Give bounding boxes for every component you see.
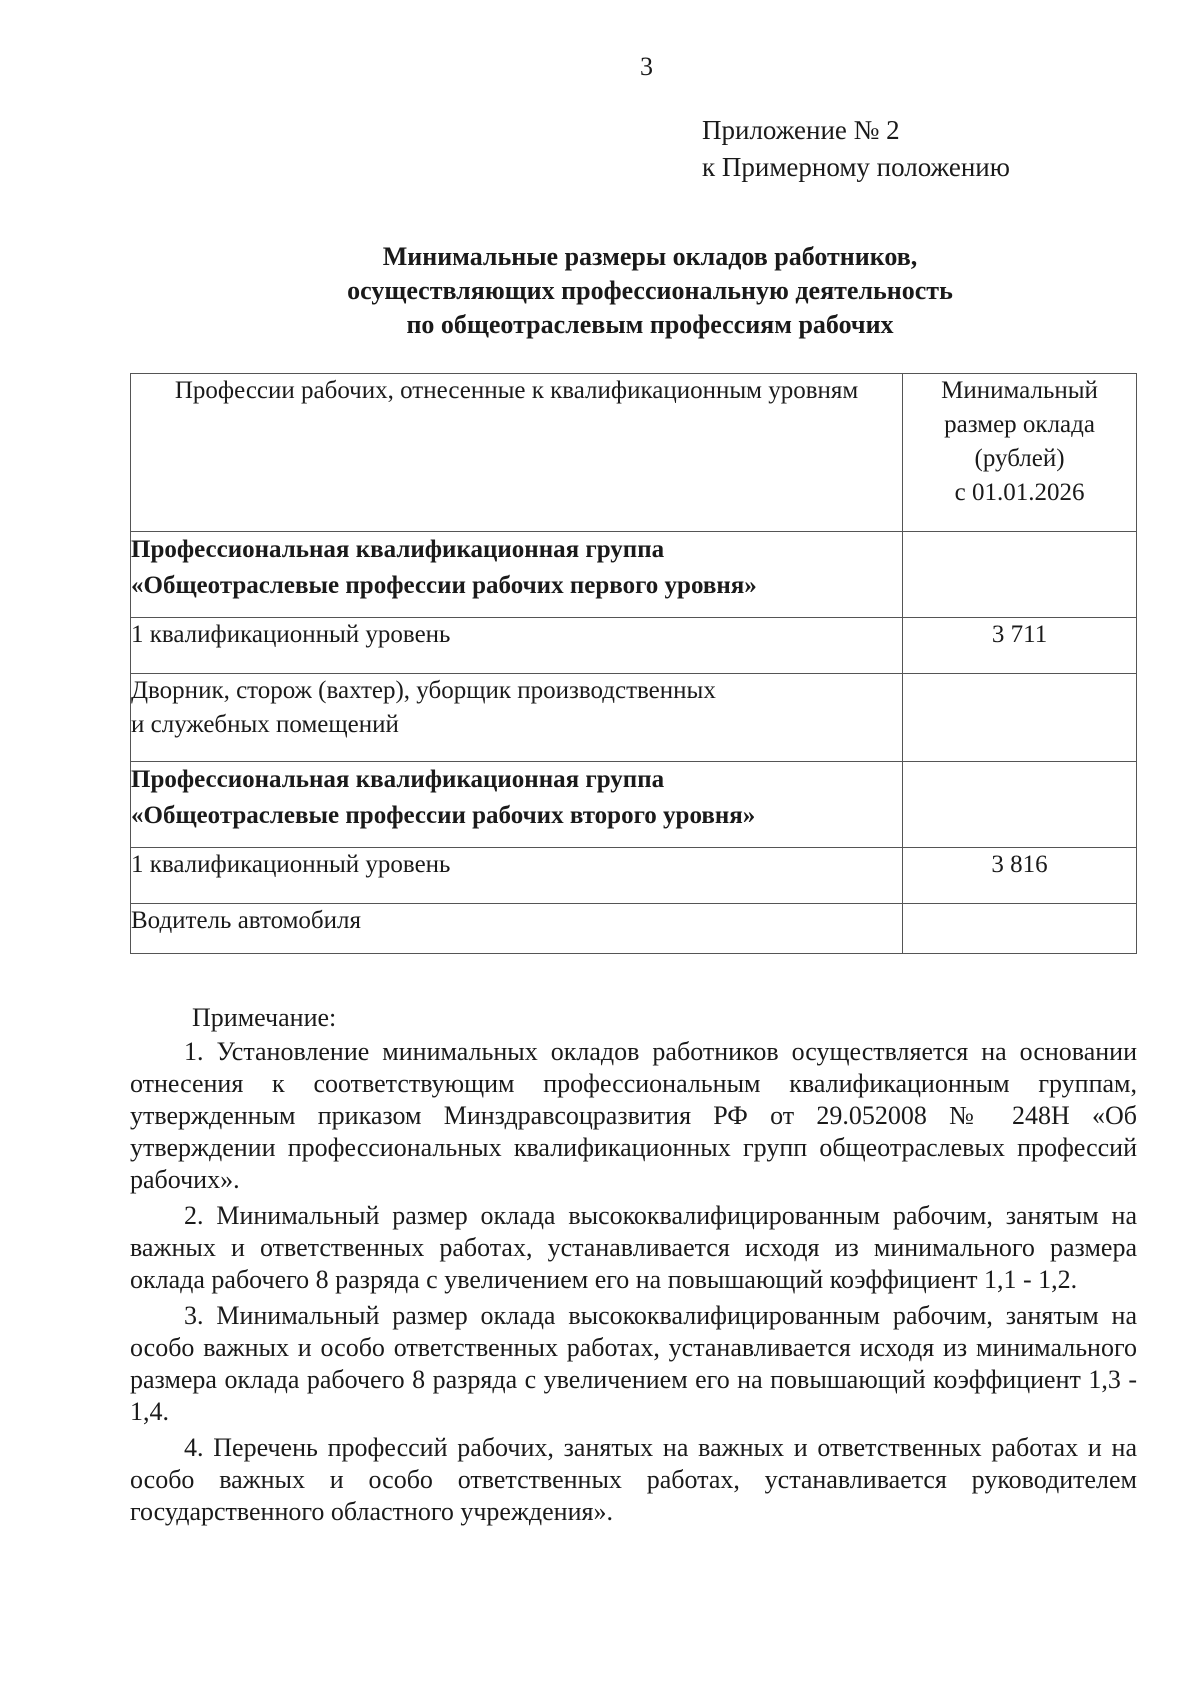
note-item-4: 4. Перечень профессий рабочих, занятых на важных и ответственных работах и на особо важных и особо ответственных работах, устанавливается руководителем государственного областного учреждения». [130, 1433, 1137, 1526]
header-salary-line-4: с 01.01.2026 [954, 479, 1085, 506]
group-2-name [131, 762, 903, 848]
title-line-2: осуществляющих профессиональную деятельность [347, 276, 953, 305]
header-salary-line-2: размер оклада [944, 411, 1095, 438]
table-row-group-1-jobs [131, 674, 1137, 762]
group-1-jobs-line-1: Дворник, сторож (вахтер), уборщик производственных [131, 677, 716, 704]
notes-section [130, 1002, 1137, 1532]
appendix-heading [702, 112, 1010, 186]
note-item-3: 3. Минимальный размер оклада высококвалифицированным рабочим, занятым на особо важных и особо ответственных работах, устанавливается исходя из минимального размера оклада рабочего 8 разряда с увеличением его на повышающий коэффициент 1,3 - 1,4. [130, 1301, 1137, 1426]
header-salary [903, 374, 1137, 532]
group-2-level: 1 квалификационный уровень [131, 848, 903, 904]
document-title [130, 240, 1170, 342]
note-item-2: 2. Минимальный размер оклада высококвалифицированным рабочим, занятым на важных и ответственных работах, устанавливается исходя из минимального размера оклада рабочего 8 разряда с увеличением его на повышающий коэффициент 1,1 - 1,2. [130, 1201, 1137, 1294]
group-2-name-line-1: Профессиональная квалификационная группа [131, 766, 665, 793]
group-2-salary-empty [903, 762, 1137, 848]
group-1-name-line-1: Профессиональная квалификационная группа [131, 536, 665, 563]
group-1-salary: 3 711 [903, 618, 1137, 674]
group-1-name-line-2: «Общеотраслевые профессии рабочих первого уровня» [131, 572, 757, 599]
table-header-row [131, 374, 1137, 532]
group-1-salary-empty [903, 532, 1137, 618]
group-1-name [131, 532, 903, 618]
group-1-level: 1 квалификационный уровень [131, 618, 903, 674]
table-row-group-2-level [131, 848, 1137, 904]
table-row-group-2-jobs [131, 904, 1137, 954]
appendix-line-2: к Примерному положению [702, 152, 1010, 182]
header-salary-line-3: (рублей) [974, 445, 1065, 472]
table-row-group-1-level [131, 618, 1137, 674]
note-item-1: 1. Установление минимальных окладов работников осуществляется на основании отнесения к соответствующим профессиональным квалификационным группам, утвержденным приказом Минздравсоцразвития РФ от 29.052008 № 248Н «Об утверждении профессиональных квалификационных групп общеотраслевых профессий рабочих». [130, 1037, 1137, 1194]
header-professions: Профессии рабочих, отнесенные к квалификационным уровням [131, 374, 903, 532]
notes-title: Примечание: [192, 1003, 337, 1032]
group-2-jobs-salary-empty [903, 904, 1137, 954]
group-2-salary: 3 816 [903, 848, 1137, 904]
salary-table [130, 373, 1137, 954]
group-1-jobs-salary-empty [903, 674, 1137, 762]
title-line-3: по общеотраслевым профессиям рабочих [406, 310, 894, 339]
group-1-jobs [131, 674, 903, 762]
table-row-group-2 [131, 762, 1137, 848]
group-2-jobs: Водитель автомобиля [131, 904, 903, 954]
table-row-group-1 [131, 532, 1137, 618]
appendix-line-1: Приложение № 2 [702, 115, 900, 145]
header-salary-line-1: Минимальный [941, 377, 1098, 404]
group-1-jobs-line-2: и служебных помещений [131, 711, 399, 738]
page-number: 3 [640, 52, 653, 81]
title-line-1: Минимальные размеры окладов работников, [382, 242, 918, 271]
group-2-name-line-2: «Общеотраслевые профессии рабочих второго уровня» [131, 802, 756, 829]
